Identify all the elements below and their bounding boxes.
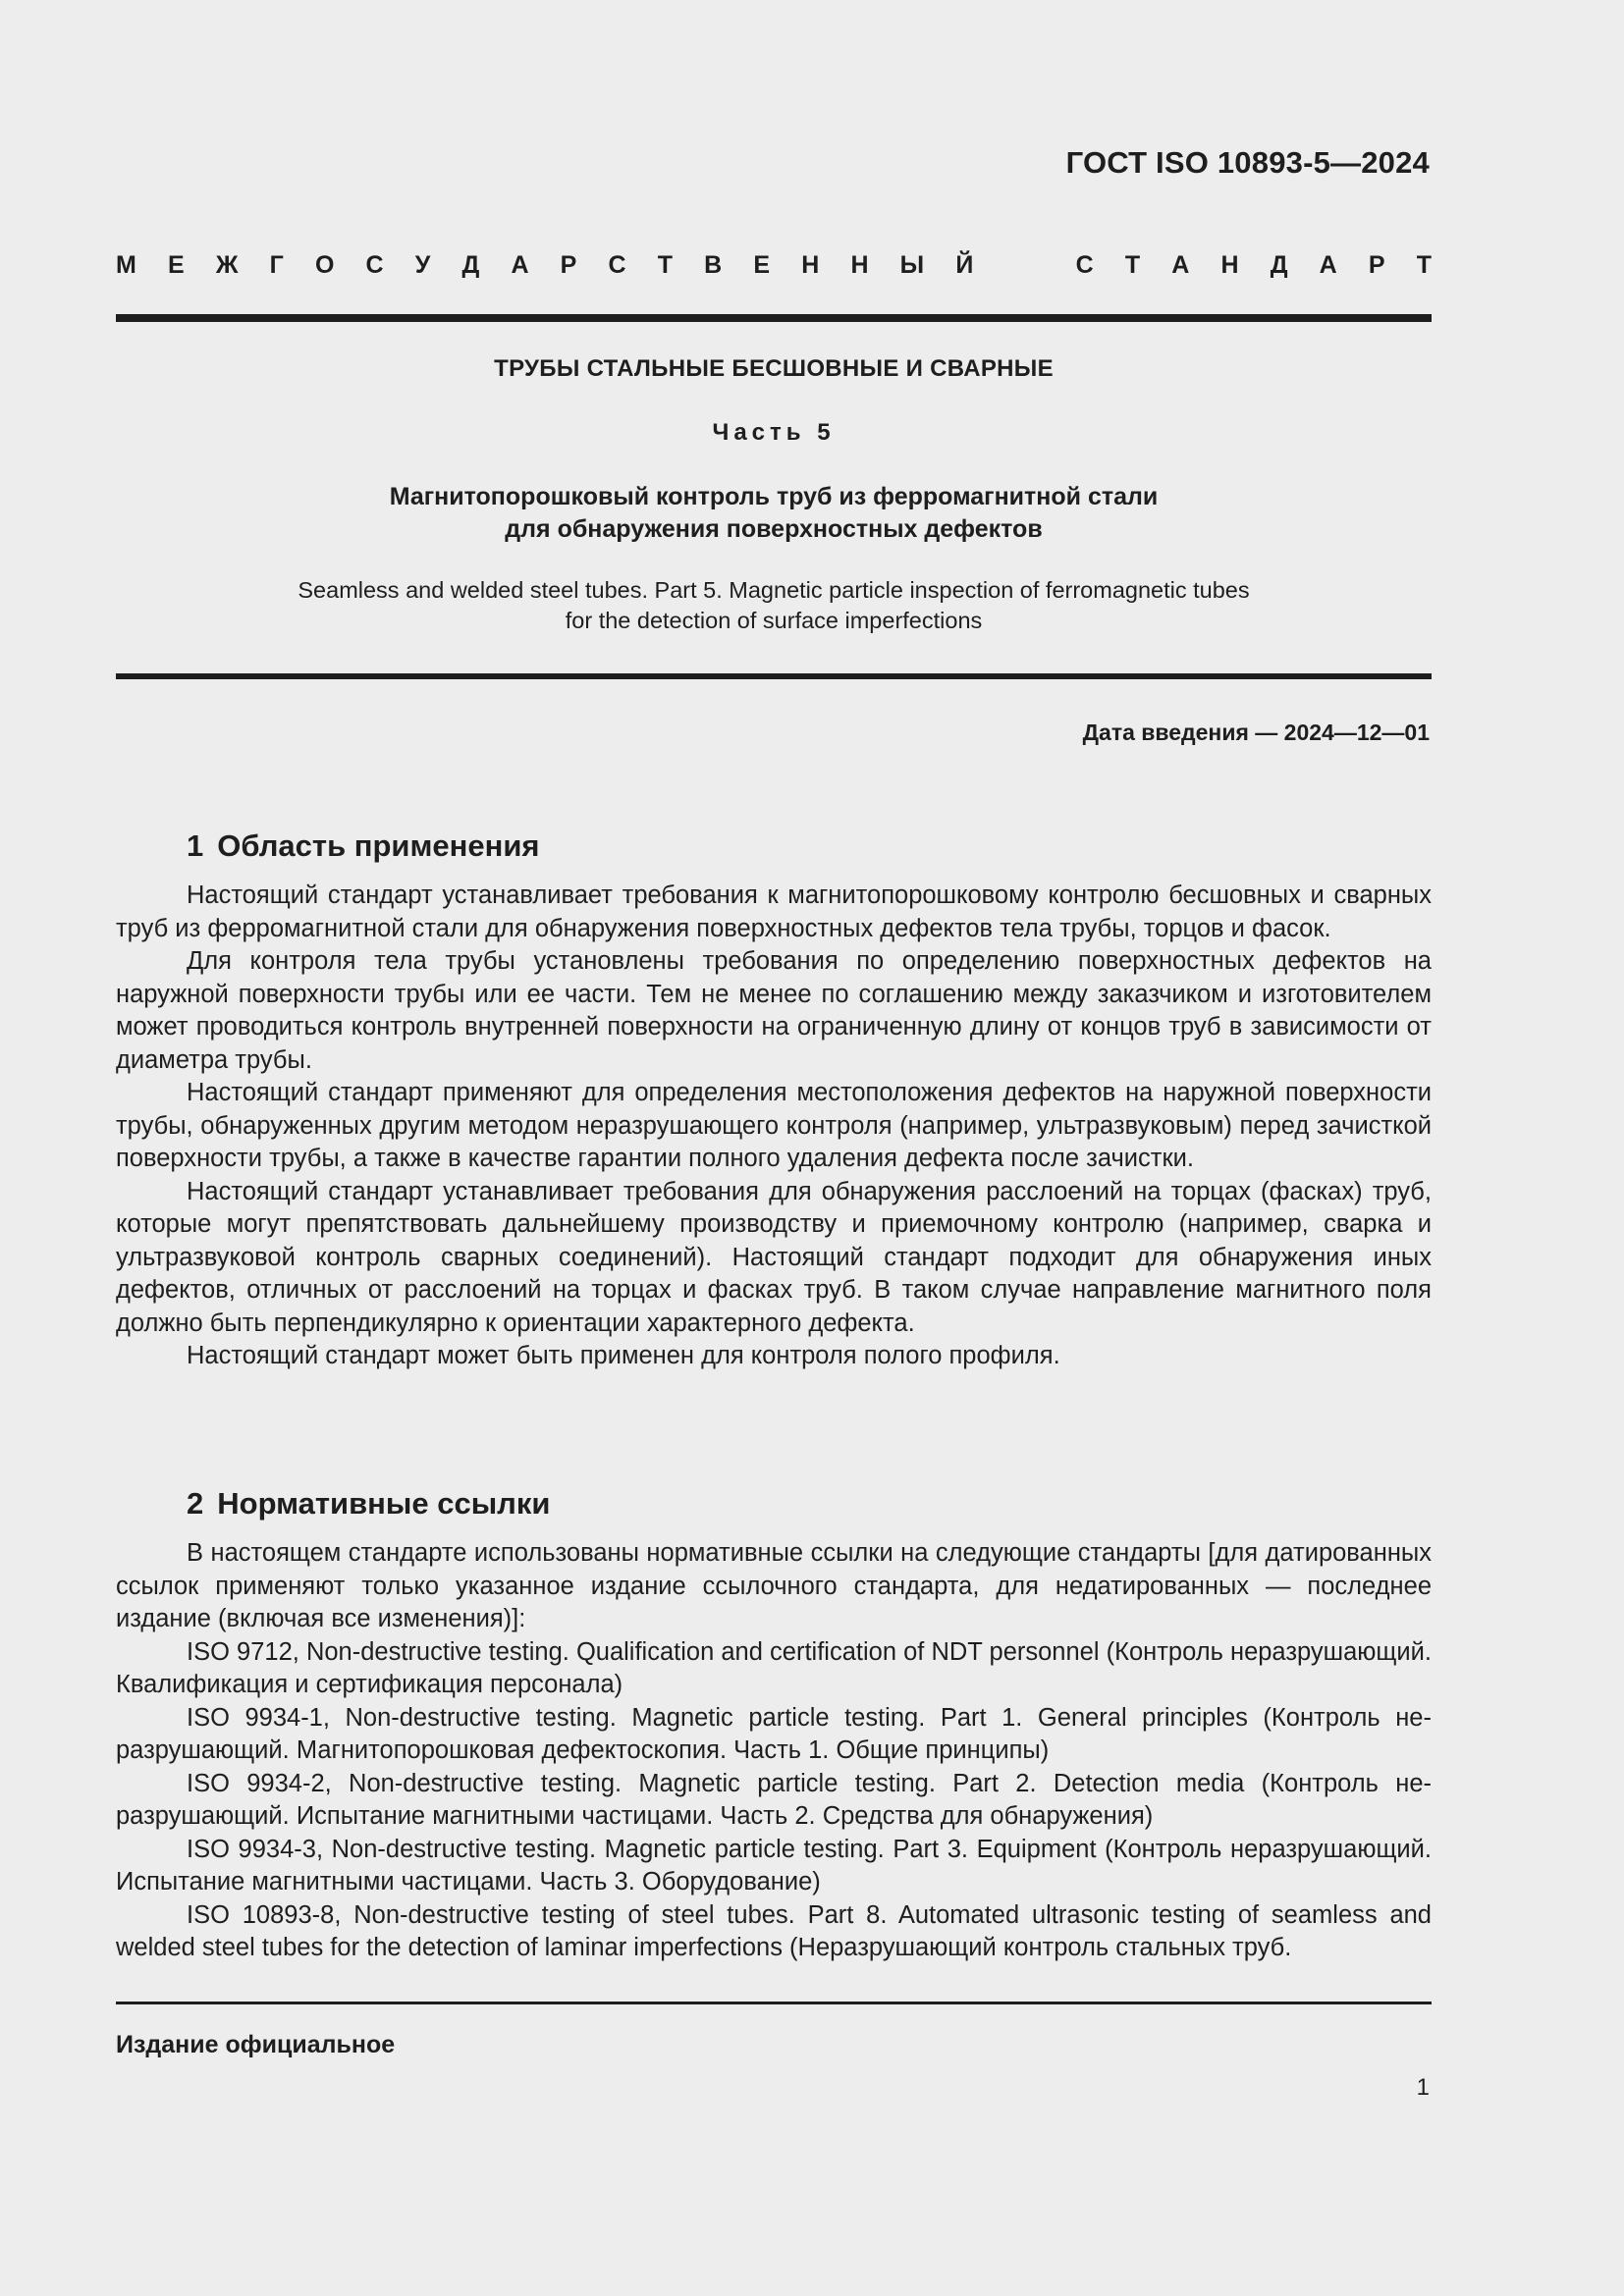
section-number: 2 <box>187 1486 204 1521</box>
section-normative-references <box>116 1486 1432 1965</box>
header-letter: Е <box>167 251 185 279</box>
document-subtitle <box>116 481 1432 546</box>
section-heading <box>187 1486 1432 1522</box>
header-letter: А <box>1319 251 1337 279</box>
header-letter: Т <box>1124 251 1141 279</box>
header-letter: Ы <box>899 251 925 279</box>
document-code: ГОСТ ISO 10893-5—2024 <box>1065 145 1430 180</box>
section-body <box>116 1537 1432 1965</box>
header-letter: Р <box>560 251 577 279</box>
section-body <box>116 880 1432 1373</box>
paragraph: В настоящем стандарте использованы нормативные ссылки на следующие стандарты [для датированных ссылок применяют только указанное издание ссылочного стандарта, для недатированных — последнее издание (включая все изменения)]: <box>116 1539 1432 1632</box>
header-letter: А <box>1171 251 1190 279</box>
header-letter: А <box>511 251 529 279</box>
header-letter: Й <box>955 251 974 279</box>
header-letter: Ж <box>215 251 239 279</box>
paragraph: Настоящий стандарт применяют для определения местоположения дефектов на наружной поверхности трубы, обнаруженных другим методом неразрушающего контроля (например, ультразвуковым) перед зачисткой поверхности трубы, а также в качестве гарантии полного удаления дефекта после зачистки. <box>116 1079 1432 1172</box>
document-part: Часть 5 <box>712 419 836 446</box>
title-divider <box>116 673 1432 679</box>
document-title: ТРУБЫ СТАЛЬНЫЕ БЕСШОВНЫЕ И СВАРНЫЕ <box>494 355 1054 382</box>
header-letter: Н <box>850 251 869 279</box>
reference-item: ISO 9934-2, Non-destructive testing. Magnetic particle testing. Part 2. Detection media (Контроль неразрушающий. Испытание магнитными частицами. Часть 2. Средства для обнаружения) <box>116 1769 1432 1830</box>
section-title: Область применения <box>217 828 540 863</box>
paragraph: Настоящий стандарт устанавливает требования к магнитопорошковому контролю бесшовных и сварных труб из ферромагнитной стали для обнаружения поверхностных дефектов тела трубы, торцов и фасок. <box>116 881 1432 942</box>
header-letter: У <box>414 251 431 279</box>
reference-item: ISO 9712, Non-destructive testing. Qualification and certification of NDT personnel (Контроль неразрушающий. Квалификация и сертификация персонала) <box>116 1637 1432 1698</box>
official-edition-label: Издание официальное <box>116 2031 396 2058</box>
header-letter: В <box>704 251 723 279</box>
header-letter: Н <box>1220 251 1239 279</box>
section-number: 1 <box>187 828 204 863</box>
header-letter: С <box>365 251 384 279</box>
reference-item: ISO 9934-3, Non-destructive testing. Magnetic particle testing. Part 3. Equipment (Контроль неразрушающий. Испытание магнитными частицами. Часть 3. Оборудование) <box>116 1835 1432 1896</box>
header-letter: Г <box>269 251 284 279</box>
english-title-line: for the detection of surface imperfections <box>565 608 983 633</box>
section-heading <box>187 828 1432 864</box>
reference-item: ISO 9934-1, Non-destructive testing. Magnetic particle testing. Part 1. General principles (Контроль неразрушающий. Магнитопорошковая дефектоскопия. Часть 1. Общие принципы) <box>116 1703 1432 1764</box>
header-divider <box>116 314 1432 322</box>
header-letter: О <box>314 251 335 279</box>
english-title <box>116 575 1432 636</box>
paragraph: Для контроля тела трубы установлены требования по определению поверхностных дефектов на наружной поверхности трубы или ее части. Тем не менее по соглашению между заказчиком и изготовителем может проводиться контроль внутренней поверхности на ограниченную длину от концов труб в зависимости от диаметра трубы. <box>116 947 1432 1074</box>
paragraph: Настоящий стандарт устанавливает требования для обнаружения расслоений на торцах (фасках) труб, которые могут препятствовать дальнейшему производству и приемочному контролю (например, сварка и ультразвуковой контроль сварных соединений). Настоящий стандарт подходит для обнаружения иных дефектов, отличных от расслоений на торцах и фасках труб. В таком случае направление магнитного поля должно быть перпендикулярно к ориентации характерного дефекта. <box>116 1177 1432 1337</box>
header-letter: Т <box>657 251 674 279</box>
header-letter: Д <box>1270 251 1288 279</box>
page-number: 1 <box>1416 2074 1430 2101</box>
header-letter: Р <box>1368 251 1385 279</box>
english-title-line: Seamless and welded steel tubes. Part 5. Magnetic particle inspection of ferromagnetic tubes <box>298 577 1250 603</box>
header-letter: С <box>1075 251 1094 279</box>
header-letter: Н <box>801 251 820 279</box>
subtitle-line: для обнаружения поверхностных дефектов <box>505 515 1043 543</box>
header-word-gap <box>1004 251 1044 280</box>
header-letter: Е <box>753 251 771 279</box>
footer-divider <box>116 2002 1432 2004</box>
header-letter: Д <box>461 251 480 279</box>
section-scope <box>116 828 1432 1373</box>
header-letter: Т <box>1416 251 1432 279</box>
header-letter: С <box>608 251 626 279</box>
header-letter: М <box>116 251 136 279</box>
introduction-date: Дата введения — 2024—12—01 <box>1082 720 1430 745</box>
reference-item: ISO 10893-8, Non-destructive testing of steel tubes. Part 8. Automated ultrasonic testing of seamless and welded steel tubes for the detection of laminar imperfections (Неразрушающий контроль стальных труб. <box>116 1900 1432 1961</box>
paragraph: Настоящий стандарт может быть применен для контроля полого профиля. <box>187 1342 1060 1369</box>
interstate-standard-header <box>116 251 1432 280</box>
section-title: Нормативные ссылки <box>217 1486 551 1521</box>
subtitle-line: Магнитопорошковый контроль труб из ферромагнитной стали <box>389 483 1159 510</box>
